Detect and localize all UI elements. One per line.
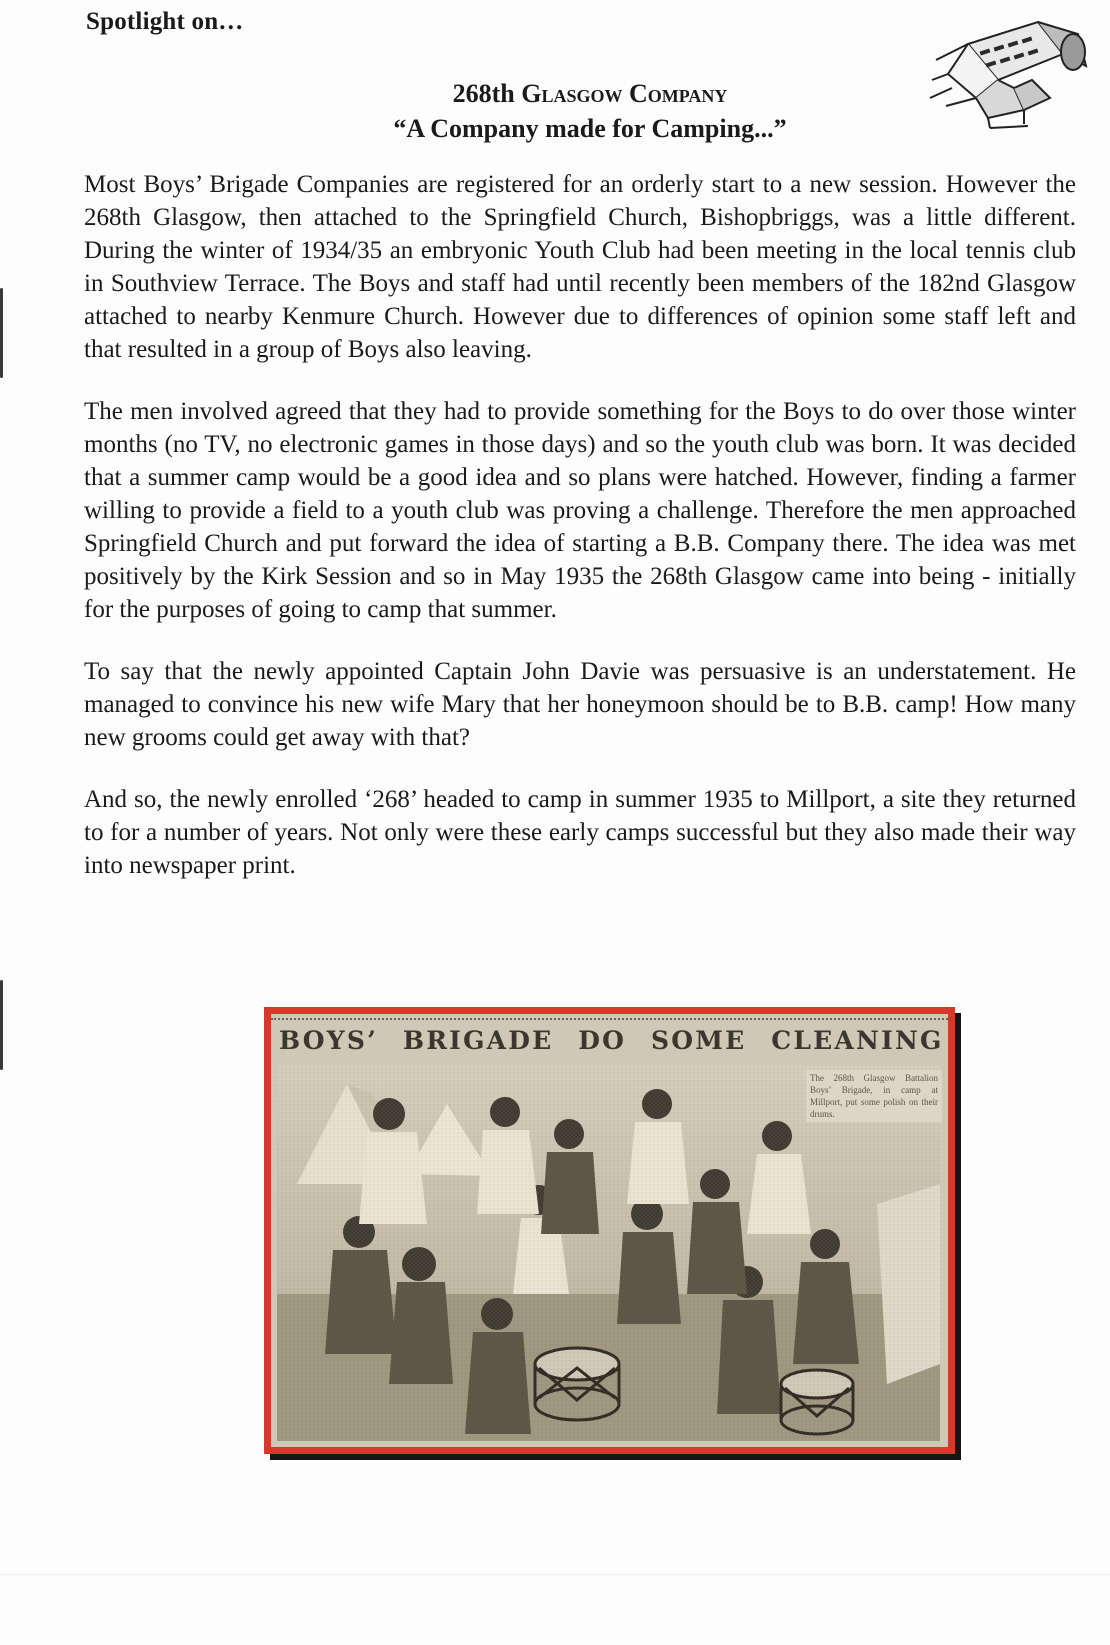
article-title <box>330 76 850 146</box>
clipping-paper <box>271 1014 948 1447</box>
clipping-headline: BOYS’ BRIGADE DO SOME CLEANING <box>279 1026 944 1055</box>
page-bottom-edge <box>0 1574 1110 1575</box>
binding-mark <box>0 980 3 1070</box>
paragraph-captain: To say that the newly appointed Captain John Davie was persuasive is an understatement. He managed to convince his new wife Mary that her honeymoon should be to B.B. camp! How many new grooms could get away with that? <box>84 658 1076 751</box>
section-kicker: Spotlight on… <box>86 8 244 35</box>
title-line-2: “A Company made for Camping...” <box>393 114 787 143</box>
paragraph-intro: Most Boys’ Brigade Companies are registered for an orderly start to a new session. However the 268th Glasgow, then attached to the Springfield Church, Bishopbriggs, was a little different. During the winter of 1934/35 an embryonic Youth Club had been meeting in the local tennis club in Southview Terrace. The Boys and staff had until recently been members of the 182nd Glasgow attached to nearby Kenmure Church. However due to differences of opinion some staff left and that resulted in a group of Boys also leaving. <box>84 171 1076 363</box>
newspaper-clipping <box>264 1007 955 1454</box>
paragraph-millport: And so, the newly enrolled ‘268’ headed to camp in summer 1935 to Millport, a site they returned to for a number of years. Not only were these early camps successful but they also made their way into newspaper print. <box>84 786 1076 879</box>
spotlight-icon <box>928 14 1088 132</box>
clipping-caption: The 268th Glasgow Battalion Boys’ Brigade, in camp at Millport, put some polish on their drums. <box>806 1070 942 1122</box>
article-body <box>84 168 1076 911</box>
binding-mark <box>0 288 3 378</box>
clipping-dotted-rule <box>271 1018 948 1024</box>
company-name: Glasgow Company <box>521 79 728 108</box>
title-line-1 <box>330 76 850 111</box>
paragraph-youth-club: The men involved agreed that they had to provide something for the Boys to do over those winter months (no TV, no electronic games in those days) and so the youth club was born. It was decided that a summer camp would be a good idea and so plans were hatched. However, finding a farmer willing to provide a field to a youth club was proving a challenge. Therefore the men approached Springfield Church and put forward the idea of starting a B.B. Company there. The idea was met positively by the Kirk Session and so in May 1935 the 268th Glasgow came into being - initially for the purposes of going to camp that summer. <box>84 398 1076 623</box>
company-number: 268th <box>452 79 515 108</box>
